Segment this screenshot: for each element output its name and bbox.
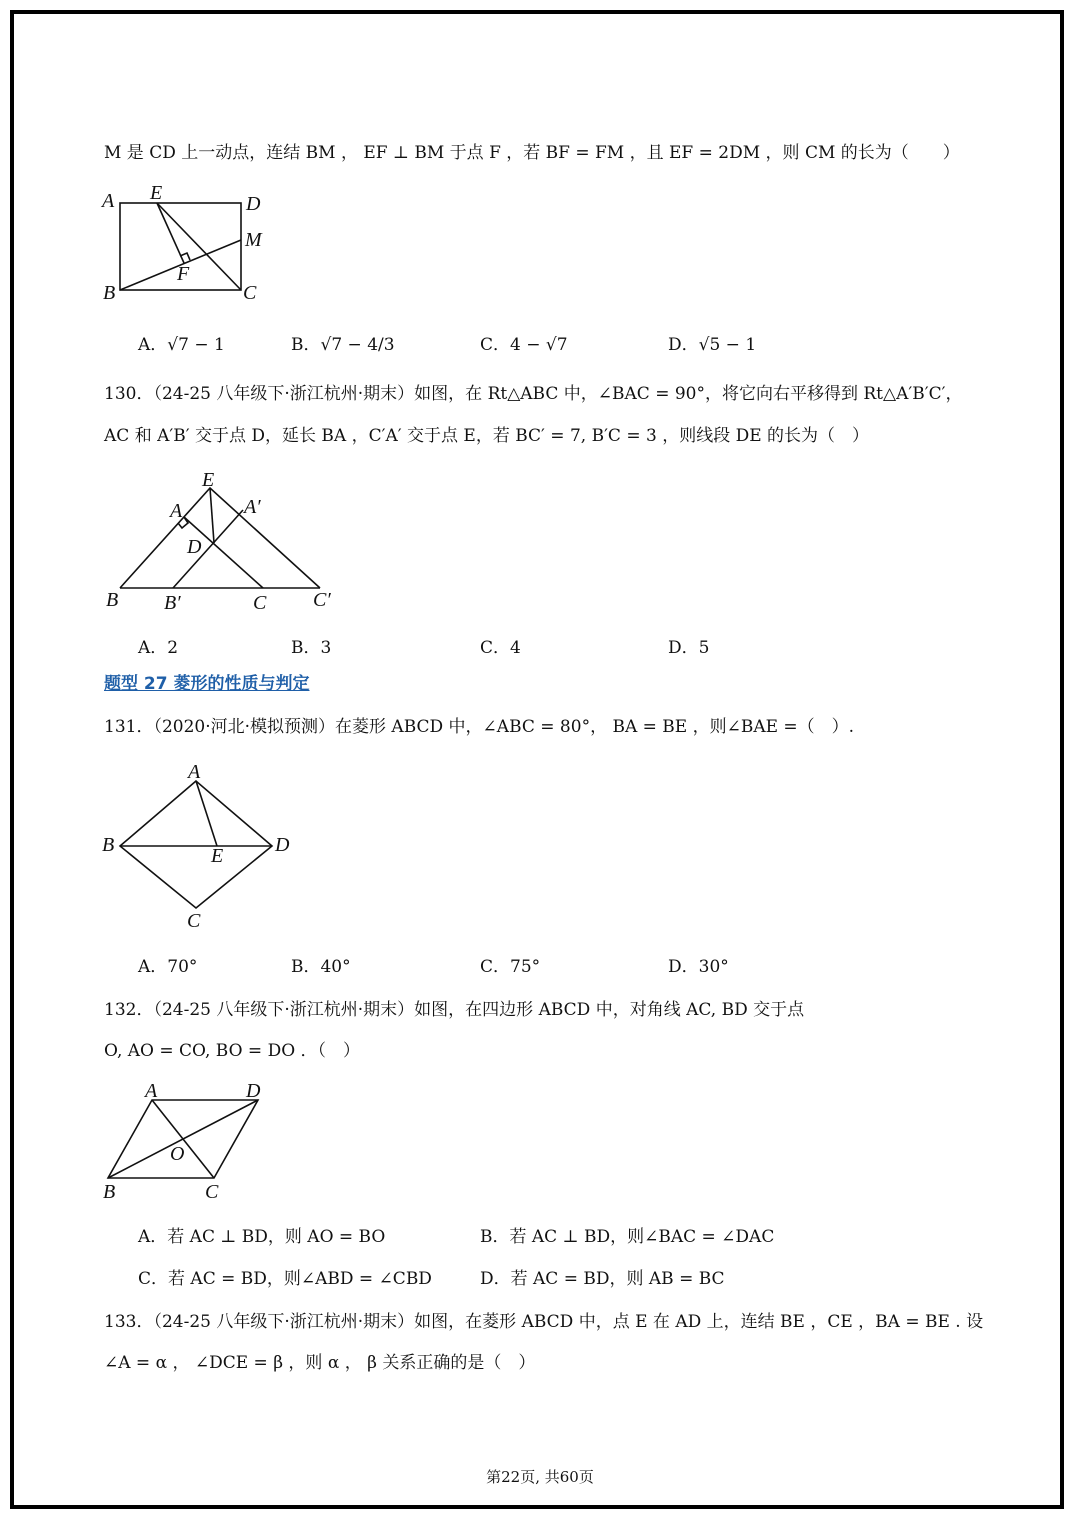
label-e: E xyxy=(202,469,215,491)
label-b: B xyxy=(106,589,119,611)
label-d: D xyxy=(275,834,290,856)
segment-ed xyxy=(210,488,214,543)
label-a: A xyxy=(188,761,201,783)
label-c-prime: C′ xyxy=(313,589,331,611)
q131-option-c[interactable]: C．75° xyxy=(480,957,541,977)
outer-triangle-bec xyxy=(120,488,320,588)
q130-option-a[interactable]: A．2 xyxy=(138,638,179,658)
q129-option-a[interactable]: A．√7 − 1 xyxy=(138,335,225,355)
q130-option-d[interactable]: D．5 xyxy=(668,638,710,658)
section-title[interactable]: 题型 27 菱形的性质与判定 xyxy=(104,674,310,694)
q133-line1: 133．（24-25 八年级下·浙江杭州·期末）如图，在菱形 ABCD 中，点 E 在 AD 上，连结 BE ，CE ，BA = BE . 设 xyxy=(104,1312,984,1332)
label-b: B xyxy=(103,282,116,304)
q131-option-a[interactable]: A．70° xyxy=(138,957,198,977)
q130-option-b[interactable]: B．3 xyxy=(291,638,332,658)
label-c: C xyxy=(187,910,201,932)
q130-line1: 130．（24-25 八年级下·浙江杭州·期末）如图，在 Rt△ABC 中，∠BAC = 90°，将它向右平移得到 Rt△A′B′C′， xyxy=(104,384,963,404)
label-e: E xyxy=(150,182,163,204)
label-c: C xyxy=(205,1181,219,1203)
label-d: D xyxy=(187,536,202,558)
label-a-prime: A′ xyxy=(244,496,261,518)
q130-figure xyxy=(100,465,350,620)
label-c: C xyxy=(253,592,267,614)
page-number: 第22页, 共60页 xyxy=(486,1468,594,1486)
label-a: A xyxy=(145,1080,158,1102)
q129-option-b[interactable]: B．√7 − 4/3 xyxy=(291,335,395,355)
segment-ef xyxy=(157,203,184,263)
q131-option-b[interactable]: B．40° xyxy=(291,957,351,977)
q130-option-c[interactable]: C．4 xyxy=(480,638,521,658)
label-b: B xyxy=(102,834,115,856)
label-e: E xyxy=(211,845,224,867)
q131-figure xyxy=(100,758,300,938)
q131-option-d[interactable]: D．30° xyxy=(668,957,729,977)
q132-line1: 132．（24-25 八年级下·浙江杭州·期末）如图，在四边形 ABCD 中，对角线 AC, BD 交于点 xyxy=(104,1000,805,1020)
rhombus-abcd xyxy=(120,781,272,908)
label-b-prime: B′ xyxy=(164,592,181,614)
label-f: F xyxy=(177,263,190,285)
label-d: D xyxy=(246,193,261,215)
q132-option-a[interactable]: A．若 AC ⊥ BD，则 AO = BO xyxy=(138,1227,386,1247)
q129-option-d[interactable]: D．√5 − 1 xyxy=(668,335,757,355)
q132-figure xyxy=(100,1080,280,1210)
q130-line2: AC 和 A′B′ 交于点 D，延长 BA ，C′A′ 交于点 E，若 BC′ = 7, B′C = 3 ，则线段 DE 的长为（ ） xyxy=(104,426,870,446)
q131-stem: 131．（2020·河北·模拟预测）在菱形 ABCD 中，∠ABC = 80°， BA = BE ，则∠BAE =（ ）. xyxy=(104,717,855,737)
q129-stem: M 是 CD 上一动点，连结 BM ， EF ⊥ BM 于点 F ，若 BF = FM ，且 EF = 2DM ，则 CM 的长为（ ） xyxy=(104,143,960,163)
label-a: A xyxy=(170,500,183,522)
segment-ec xyxy=(157,203,241,290)
segment-bpap xyxy=(173,510,243,588)
label-c: C xyxy=(243,282,257,304)
q132-option-c[interactable]: C．若 AC = BD，则∠ABD = ∠CBD xyxy=(138,1269,432,1289)
q132-option-d[interactable]: D．若 AC = BD，则 AB = BC xyxy=(480,1269,725,1289)
label-m: M xyxy=(245,229,262,251)
q132-line2: O, AO = CO, BO = DO ．（ ） xyxy=(104,1041,361,1061)
q132-option-b[interactable]: B．若 AC ⊥ BD，则∠BAC = ∠DAC xyxy=(480,1227,775,1247)
label-b: B xyxy=(103,1181,116,1203)
q129-figure xyxy=(100,180,280,310)
q129-option-c[interactable]: C．4 − √7 xyxy=(480,335,568,355)
q133-line2: ∠A = α ， ∠DCE = β ，则 α ， β 关系正确的是（ ） xyxy=(104,1353,536,1373)
label-d: D xyxy=(246,1080,261,1102)
label-o: O xyxy=(170,1143,185,1165)
label-a: A xyxy=(102,190,115,212)
